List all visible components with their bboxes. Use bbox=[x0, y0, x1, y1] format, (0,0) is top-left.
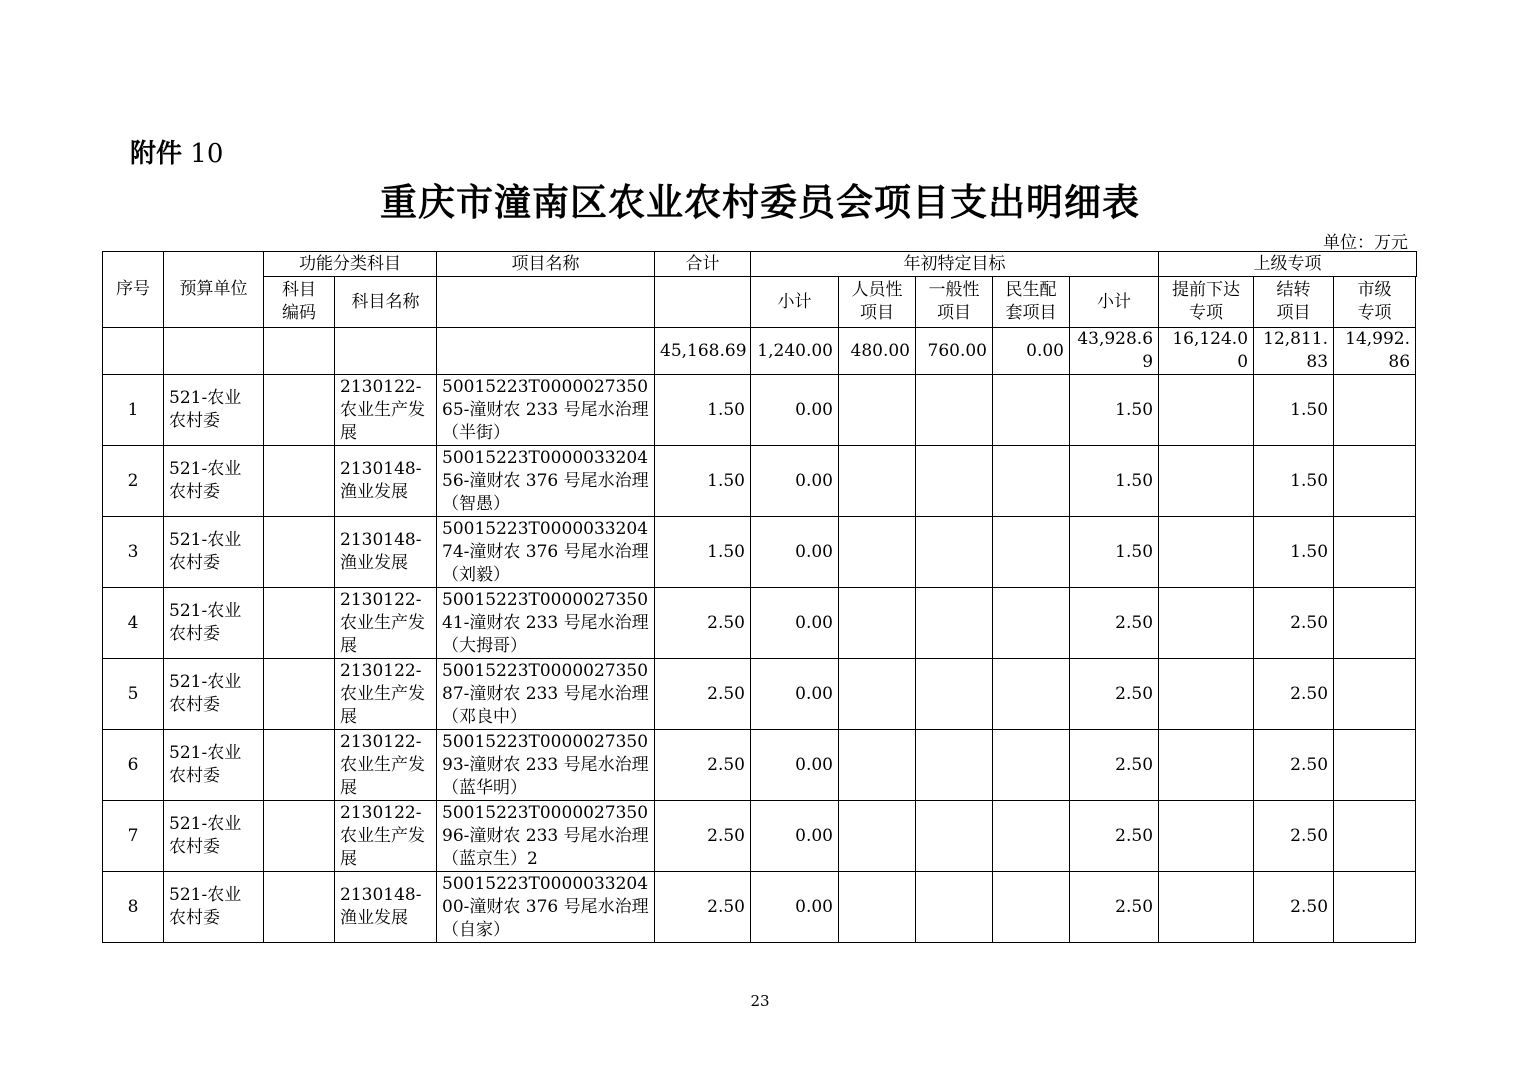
cell-sup-subtotal: 1.50 bbox=[1070, 446, 1159, 517]
header-budget-unit: 预算单位 bbox=[164, 252, 264, 328]
cell-livelihood bbox=[993, 375, 1070, 446]
cell-carry: 2.50 bbox=[1254, 588, 1334, 659]
cell-sup-subtotal: 2.50 bbox=[1070, 659, 1159, 730]
cell-personnel bbox=[839, 659, 916, 730]
cell-code bbox=[264, 446, 335, 517]
cell-code bbox=[264, 659, 335, 730]
table-row bbox=[103, 730, 1417, 801]
cell-seq: 6 bbox=[103, 730, 164, 801]
cell-subject: 2130148-渔业发展 bbox=[335, 517, 437, 588]
cell-project: 50015223T000003320400-潼财农 376 号尾水治理（自家） bbox=[437, 872, 655, 943]
cell-city bbox=[1334, 588, 1416, 659]
table-row bbox=[103, 588, 1417, 659]
header-carry-line2: 项目 bbox=[1276, 303, 1311, 323]
cell-sup-subtotal: 2.50 bbox=[1070, 588, 1159, 659]
cell-city bbox=[1334, 659, 1416, 730]
cell-general bbox=[916, 659, 993, 730]
header-carry-line1: 结转 bbox=[1276, 280, 1311, 300]
cell-personnel bbox=[839, 872, 916, 943]
header-livelihood bbox=[993, 277, 1070, 328]
cell-seq: 3 bbox=[103, 517, 164, 588]
cell-sup-subtotal: 2.50 bbox=[1070, 872, 1159, 943]
totals-total: 45,168.69 bbox=[655, 328, 751, 375]
header-total: 合计 bbox=[655, 252, 751, 277]
annex-label-text: 附件 bbox=[130, 139, 183, 169]
header-carry bbox=[1254, 277, 1334, 328]
cell-city bbox=[1334, 872, 1416, 943]
header-personnel bbox=[839, 277, 916, 328]
cell-subtotal: 0.00 bbox=[751, 872, 839, 943]
header-city bbox=[1334, 277, 1416, 328]
cell-unit: 521-农业农村委 bbox=[164, 446, 264, 517]
cell-seq: 5 bbox=[103, 659, 164, 730]
cell-carry: 1.50 bbox=[1254, 446, 1334, 517]
cell-personnel bbox=[839, 801, 916, 872]
cell-seq: 8 bbox=[103, 872, 164, 943]
cell-general bbox=[916, 588, 993, 659]
cell-unit: 521-农业农村委 bbox=[164, 730, 264, 801]
table-row bbox=[103, 375, 1417, 446]
cell-sup-subtotal: 2.50 bbox=[1070, 801, 1159, 872]
cell-project: 50015223T000002735093-潼财农 233 号尾水治理（蓝华明） bbox=[437, 730, 655, 801]
cell-subtotal: 0.00 bbox=[751, 517, 839, 588]
cell-advance bbox=[1159, 801, 1254, 872]
cell-personnel bbox=[839, 517, 916, 588]
cell-subtotal: 0.00 bbox=[751, 730, 839, 801]
cell-general bbox=[916, 446, 993, 517]
cell-city bbox=[1334, 446, 1416, 517]
header-annual-group: 年初特定目标 bbox=[751, 252, 1159, 277]
totals-subtotal: 1,240.00 bbox=[751, 328, 839, 375]
cell-livelihood bbox=[993, 730, 1070, 801]
cell-carry: 1.50 bbox=[1254, 517, 1334, 588]
document-title: 重庆市潼南区农业农村委员会项目支出明细表 bbox=[380, 180, 1140, 224]
totals-city: 14,992.86 bbox=[1334, 328, 1416, 375]
header-row-2 bbox=[103, 277, 1417, 328]
cell-carry: 1.50 bbox=[1254, 375, 1334, 446]
cell-unit: 521-农业农村委 bbox=[164, 801, 264, 872]
cell-livelihood bbox=[993, 801, 1070, 872]
header-subject-code-line1: 科目 bbox=[282, 280, 316, 300]
header-general-line1: 一般性 bbox=[928, 280, 980, 300]
cell-unit: 521-农业农村委 bbox=[164, 588, 264, 659]
cell-advance bbox=[1159, 446, 1254, 517]
cell-general bbox=[916, 730, 993, 801]
totals-general: 760.00 bbox=[916, 328, 993, 375]
cell-personnel bbox=[839, 730, 916, 801]
totals-row bbox=[103, 328, 1417, 375]
annex-label bbox=[130, 133, 223, 170]
cell-advance bbox=[1159, 588, 1254, 659]
cell-seq: 2 bbox=[103, 446, 164, 517]
header-seq: 序号 bbox=[103, 252, 164, 328]
cell-total: 1.50 bbox=[655, 446, 751, 517]
cell-code bbox=[264, 517, 335, 588]
cell-project: 50015223T000002735087-潼财农 233 号尾水治理（邓良中） bbox=[437, 659, 655, 730]
page-number: 23 bbox=[750, 992, 770, 1010]
cell-seq: 4 bbox=[103, 588, 164, 659]
cell-unit: 521-农业农村委 bbox=[164, 872, 264, 943]
cell-project: 50015223T000002735041-潼财农 233 号尾水治理（大拇哥） bbox=[437, 588, 655, 659]
totals-unit bbox=[164, 328, 264, 375]
header-livelihood-line2: 套项目 bbox=[1005, 303, 1057, 323]
totals-carry: 12,811.83 bbox=[1254, 328, 1334, 375]
cell-general bbox=[916, 375, 993, 446]
cell-project: 50015223T000002735096-潼财农 233 号尾水治理（蓝京生）2 bbox=[437, 801, 655, 872]
cell-seq: 1 bbox=[103, 375, 164, 446]
cell-total: 1.50 bbox=[655, 517, 751, 588]
table-row bbox=[103, 801, 1417, 872]
totals-sup-subtotal: 43,928.69 bbox=[1070, 328, 1159, 375]
cell-project: 50015223T000003320456-潼财农 376 号尾水治理（智愚） bbox=[437, 446, 655, 517]
cell-subject: 2130122-农业生产发展 bbox=[335, 588, 437, 659]
header-city-line2: 专项 bbox=[1357, 303, 1392, 323]
cell-code bbox=[264, 375, 335, 446]
cell-general bbox=[916, 517, 993, 588]
cell-general bbox=[916, 801, 993, 872]
header-advance-line1: 提前下达 bbox=[1172, 280, 1241, 300]
cell-unit: 521-农业农村委 bbox=[164, 517, 264, 588]
header-advance bbox=[1159, 277, 1254, 328]
cell-carry: 2.50 bbox=[1254, 801, 1334, 872]
header-total-blank bbox=[655, 277, 751, 328]
cell-subject: 2130122-农业生产发展 bbox=[335, 375, 437, 446]
cell-subtotal: 0.00 bbox=[751, 446, 839, 517]
cell-subject: 2130148-渔业发展 bbox=[335, 446, 437, 517]
cell-advance bbox=[1159, 375, 1254, 446]
totals-advance: 16,124.00 bbox=[1159, 328, 1254, 375]
header-subject-name: 科目名称 bbox=[335, 277, 437, 328]
totals-personnel: 480.00 bbox=[839, 328, 916, 375]
cell-subject: 2130148-渔业发展 bbox=[335, 872, 437, 943]
table-row bbox=[103, 446, 1417, 517]
totals-project bbox=[437, 328, 655, 375]
cell-code bbox=[264, 872, 335, 943]
header-general bbox=[916, 277, 993, 328]
header-superior-group: 上级专项 bbox=[1159, 252, 1417, 277]
header-personnel-line2: 项目 bbox=[860, 303, 894, 323]
cell-subject: 2130122-农业生产发展 bbox=[335, 730, 437, 801]
cell-total: 2.50 bbox=[655, 588, 751, 659]
table-row bbox=[103, 659, 1417, 730]
header-sup-subtotal: 小计 bbox=[1070, 277, 1159, 328]
cell-livelihood bbox=[993, 446, 1070, 517]
cell-carry: 2.50 bbox=[1254, 730, 1334, 801]
header-project-blank bbox=[437, 277, 655, 328]
annex-number: 10 bbox=[190, 139, 224, 169]
cell-carry: 2.50 bbox=[1254, 872, 1334, 943]
cell-seq: 7 bbox=[103, 801, 164, 872]
cell-advance bbox=[1159, 517, 1254, 588]
header-row-1 bbox=[103, 252, 1417, 277]
expenditure-table bbox=[102, 251, 1417, 943]
cell-livelihood bbox=[993, 872, 1070, 943]
table-row bbox=[103, 872, 1417, 943]
totals-seq bbox=[103, 328, 164, 375]
cell-total: 1.50 bbox=[655, 375, 751, 446]
header-subject-code-line2: 编码 bbox=[282, 303, 316, 323]
cell-unit: 521-农业农村委 bbox=[164, 659, 264, 730]
header-livelihood-line1: 民生配 bbox=[1005, 280, 1057, 300]
cell-subject: 2130122-农业生产发展 bbox=[335, 659, 437, 730]
cell-livelihood bbox=[993, 659, 1070, 730]
cell-carry: 2.50 bbox=[1254, 659, 1334, 730]
table-row bbox=[103, 517, 1417, 588]
cell-sup-subtotal: 1.50 bbox=[1070, 375, 1159, 446]
cell-subtotal: 0.00 bbox=[751, 588, 839, 659]
cell-personnel bbox=[839, 446, 916, 517]
header-subtotal: 小计 bbox=[751, 277, 839, 328]
cell-subject: 2130122-农业生产发展 bbox=[335, 801, 437, 872]
cell-code bbox=[264, 801, 335, 872]
cell-subtotal: 0.00 bbox=[751, 375, 839, 446]
cell-subtotal: 0.00 bbox=[751, 801, 839, 872]
header-project-name: 项目名称 bbox=[437, 252, 655, 277]
cell-subtotal: 0.00 bbox=[751, 659, 839, 730]
cell-total: 2.50 bbox=[655, 801, 751, 872]
cell-sup-subtotal: 2.50 bbox=[1070, 730, 1159, 801]
header-city-line1: 市级 bbox=[1357, 280, 1392, 300]
header-personnel-line1: 人员性 bbox=[851, 280, 903, 300]
totals-livelihood: 0.00 bbox=[993, 328, 1070, 375]
cell-unit: 521-农业农村委 bbox=[164, 375, 264, 446]
cell-code bbox=[264, 588, 335, 659]
cell-livelihood bbox=[993, 588, 1070, 659]
cell-city bbox=[1334, 730, 1416, 801]
cell-sup-subtotal: 1.50 bbox=[1070, 517, 1159, 588]
header-advance-line2: 专项 bbox=[1189, 303, 1224, 323]
cell-advance bbox=[1159, 730, 1254, 801]
cell-personnel bbox=[839, 588, 916, 659]
cell-advance bbox=[1159, 872, 1254, 943]
cell-general bbox=[916, 872, 993, 943]
cell-project: 50015223T000002735065-潼财农 233 号尾水治理（半街） bbox=[437, 375, 655, 446]
cell-personnel bbox=[839, 375, 916, 446]
cell-city bbox=[1334, 517, 1416, 588]
cell-livelihood bbox=[993, 517, 1070, 588]
unit-label: 单位：万元 bbox=[1323, 233, 1408, 253]
header-general-line2: 项目 bbox=[937, 303, 971, 323]
cell-project: 50015223T000003320474-潼财农 376 号尾水治理（刘毅） bbox=[437, 517, 655, 588]
totals-code bbox=[264, 328, 335, 375]
header-func-group: 功能分类科目 bbox=[264, 252, 437, 277]
cell-total: 2.50 bbox=[655, 872, 751, 943]
cell-city bbox=[1334, 801, 1416, 872]
totals-subject bbox=[335, 328, 437, 375]
header-subject-code bbox=[264, 277, 335, 328]
cell-advance bbox=[1159, 659, 1254, 730]
cell-total: 2.50 bbox=[655, 659, 751, 730]
cell-total: 2.50 bbox=[655, 730, 751, 801]
cell-code bbox=[264, 730, 335, 801]
cell-city bbox=[1334, 375, 1416, 446]
